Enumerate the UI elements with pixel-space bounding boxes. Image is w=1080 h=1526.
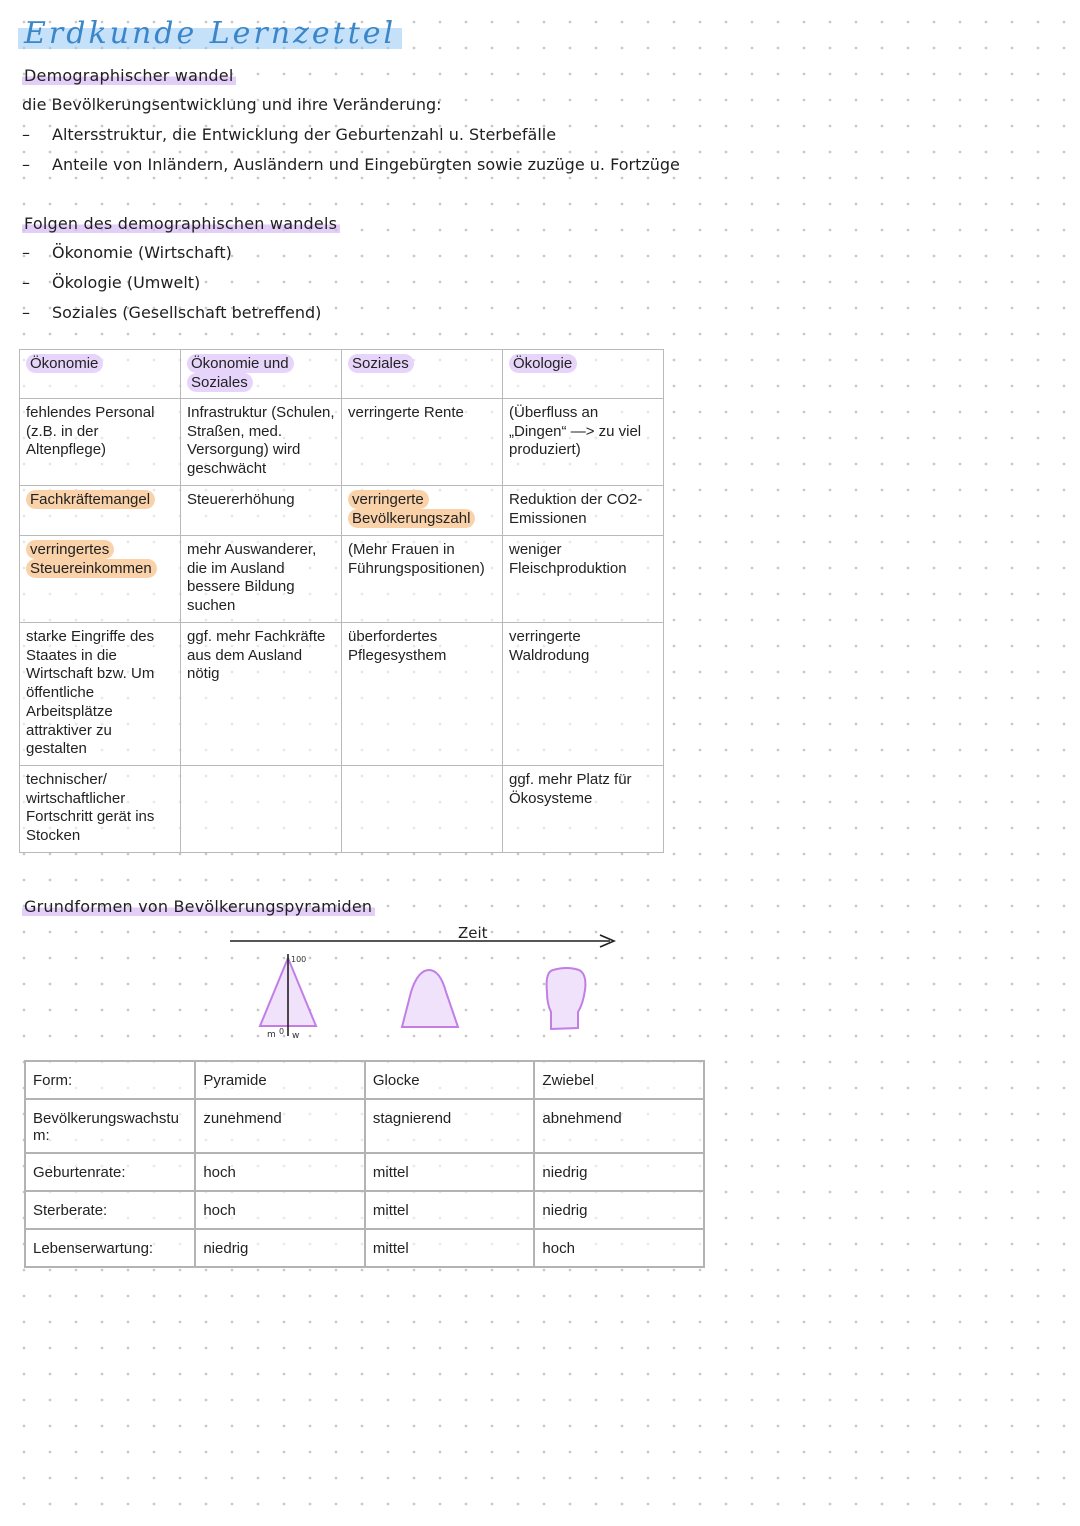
table-cell: Lebenserwartung: (25, 1229, 195, 1267)
table-cell: Sterberate: (25, 1191, 195, 1229)
table-cell: mehr Auswanderer, die im Ausland bessere Bildung suchen (181, 536, 342, 623)
table-cell: hoch (534, 1229, 704, 1267)
table-row (20, 766, 664, 853)
table-row (20, 536, 664, 623)
table-cell: niedrig (534, 1153, 704, 1191)
table-cell: ggf. mehr Platz für Ökosysteme (503, 766, 664, 853)
bullet-item: – Altersstruktur, die Entwicklung der Geburtenzahl u. Sterbefälle (22, 125, 557, 144)
table-cell: verringerte Rente (342, 399, 503, 486)
table-cell: Fachkräftemangel (20, 486, 181, 536)
table-cell (342, 766, 503, 853)
table-cell: niedrig (195, 1229, 365, 1267)
table-cell: stagnierend (365, 1099, 535, 1153)
onion-shape (547, 968, 586, 1029)
table-cell: hoch (195, 1153, 365, 1191)
pyramid-male-label: m (267, 1030, 276, 1040)
table-row (25, 1229, 704, 1267)
table-cell: Reduktion der CO2-Emissionen (503, 486, 664, 536)
table-row (25, 1099, 704, 1153)
consequences-table (19, 349, 664, 853)
table-cell: technischer/ wirtschaftlicher Fortschritt gerät ins Stocken (20, 766, 181, 853)
table-cell: mittel (365, 1153, 535, 1191)
pyramid-forms-table (24, 1060, 705, 1268)
table-cell: Form: (25, 1061, 195, 1099)
table-cell: niedrig (534, 1191, 704, 1229)
table-cell: (Überfluss an „Dingen“ —> zu viel produziert) (503, 399, 664, 486)
table-cell: mittel (365, 1229, 535, 1267)
table-header-cell: Soziales (342, 350, 503, 399)
page-title: Erdkunde Lernzettel (18, 16, 402, 51)
table-row (25, 1061, 704, 1099)
table-cell: Geburtenrate: (25, 1153, 195, 1191)
intro-text: die Bevölkerungsentwicklung und ihre Veränderung: (22, 95, 442, 114)
table-cell: Glocke (365, 1061, 535, 1099)
table-cell: hoch (195, 1191, 365, 1229)
table-header-cell: Ökologie (503, 350, 664, 399)
table-cell (181, 766, 342, 853)
pyramid-female-label: w (292, 1031, 300, 1041)
bell-shape (402, 970, 458, 1027)
bullet-item: – Soziales (Gesellschaft betreffend) (22, 303, 322, 322)
table-header-cell: Ökonomie (20, 350, 181, 399)
table-row (20, 399, 664, 486)
bullet-item: – Anteile von Inländern, Ausländern und Eingebürgten sowie zuzüge u. Fortzüge (22, 155, 680, 174)
table-cell: ggf. mehr Fachkräfte aus dem Ausland nötig (181, 623, 342, 766)
table-row (20, 486, 664, 536)
table-header-cell: Ökonomie und Soziales (181, 350, 342, 399)
table-cell: (Mehr Frauen in Führungspositionen) (342, 536, 503, 623)
bullet-item: – Ökologie (Umwelt) (22, 273, 201, 292)
table-cell: Infrastruktur (Schulen, Straßen, med. Versorgung) wird geschwächt (181, 399, 342, 486)
table-cell: weniger Fleischproduktion (503, 536, 664, 623)
section-heading-demographic-change: Demographischer wandel (22, 66, 236, 85)
table-cell: verringerte Bevölkerungszahl (342, 486, 503, 536)
bullet-item: – Ökonomie (Wirtschaft) (22, 243, 232, 262)
table-cell: Bevölkerungswachstum: (25, 1099, 195, 1153)
time-label: Zeit (458, 924, 488, 942)
table-cell: starke Eingriffe des Staates in die Wirtschaft bzw. Um öffentliche Arbeitsplätze attraktiver zu gestalten (20, 623, 181, 766)
table-cell: abnehmend (534, 1099, 704, 1153)
table-cell: Steuererhöhung (181, 486, 342, 536)
table-cell: fehlendes Personal (z.B. in der Altenpflege) (20, 399, 181, 486)
section-heading-pyramid-forms: Grundformen von Bevölkerungspyramiden (22, 897, 375, 916)
table-cell: Zwiebel (534, 1061, 704, 1099)
table-row (25, 1153, 704, 1191)
table-cell: überfordertes Pflegesysthem (342, 623, 503, 766)
table-cell: verringerte Waldrodung (503, 623, 664, 766)
table-cell: zunehmend (195, 1099, 365, 1153)
pyramid-top-label: 100 (291, 955, 307, 964)
table-cell: mittel (365, 1191, 535, 1229)
section-heading-consequences: Folgen des demographischen wandels (22, 214, 340, 233)
table-cell: Pyramide (195, 1061, 365, 1099)
pyramid-zero-label: 0 (279, 1027, 285, 1036)
table-row (25, 1191, 704, 1229)
table-cell: verringertes Steuereinkommen (20, 536, 181, 623)
population-pyramid-diagram (220, 920, 640, 1048)
table-header-row (20, 350, 664, 399)
table-row (20, 623, 664, 766)
